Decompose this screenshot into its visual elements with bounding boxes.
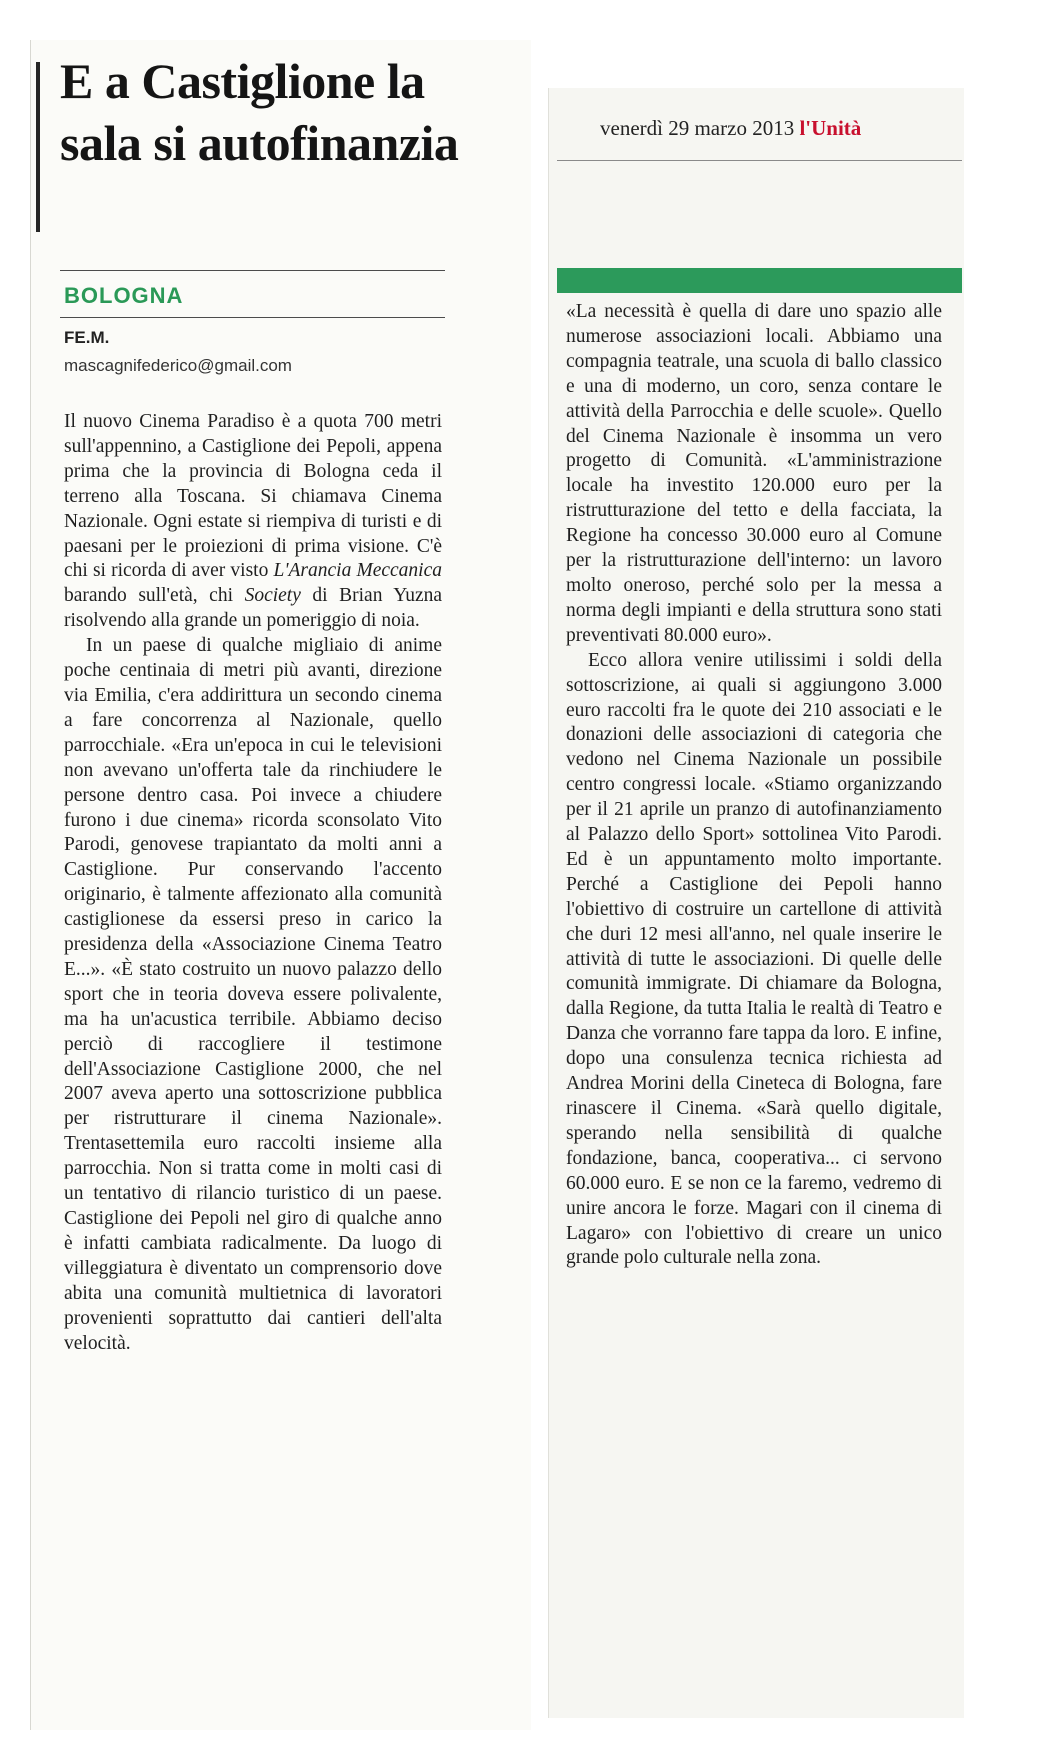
author-email: mascagnifederico@gmail.com — [64, 356, 292, 375]
headline-accent-bar — [36, 62, 40, 232]
headline: E a Castiglione la sala si autofinanzia — [60, 53, 459, 171]
paragraph: «La necessità è quella di dare uno spazio alle numerose associazioni locali. Abbiamo una compagnia teatrale, una scuola di ballo classico e una di moderno, un coro, senza contare le attività della Parrocchia e delle scuole». Quello del Cinema Nazionale è insomma un vero progetto di Comunità. «L'amministrazione locale ha investito 120.000 euro per la ristrutturazione del tetto e della facciata, la Regione ha concesso 30.000 euro al Comune per la ristrutturazione dell'interno: un lavoro molto oneroso, perché solo per la messa a norma degli impianti e della struttura sono stati preventivati 80.000 euro». — [566, 301, 942, 646]
text-run: barando sull'età, chi — [64, 585, 245, 607]
film-title: L'Arancia Meccanica — [273, 560, 442, 582]
dateline — [600, 116, 861, 141]
green-color-bar — [557, 268, 962, 293]
publication-date: venerdì 29 marzo 2013 — [600, 116, 795, 140]
section-label: BOLOGNA — [64, 283, 184, 308]
paragraph: Ecco allora venire utilissimi i soldi della sottoscrizione, ai quali si aggiungono 3.000 euro raccolti fra le quote dei 210 associati e le donazioni delle associazioni di categoria che vedono nel Cinema Nazionale un possibile centro congressi locale. «Stiamo organizzando per il 21 aprile un pranzo di autofinanziamento al Palazzo dello Sport» sottolinea Vito Parodi. Ed è un appuntamento molto importante. Perché a Castiglione dei Pepoli hanno l'obiettivo di costruire un cartellone di attività che duri 12 mesi all'anno, nel quale inserire le attività di tutte le associazioni. Di quelle delle comunità immigrate. Di chiamare da Bologna, dalla Regione, da tutta Italia le realtà di Teatro e Danza che vorranno fare tappa da loro. E infine, dopo una consulenza tecnica richiesta ad Andrea Morini della Cineteca di Bologna, fare rinascere il Cinema. «Sarà quello digitale, sperando nella sensibilità di qualche fondazione, banca, cooperativa... ci servono 60.000 euro. E se non ce la faremo, vedremo di unire ancora le forze. Magari con il cinema di Lagaro» con l'obiettivo di creare un unico grande polo culturale nella zona. — [566, 649, 942, 1269]
text-run: di Brian Yuzna risolvendo alla grande un pomeriggio di noia. — [64, 585, 443, 632]
film-title: Society — [244, 585, 301, 607]
dateline-rule — [557, 160, 962, 161]
article-column-right — [566, 300, 942, 1271]
paragraph: In un paese di qualche migliaio di anime poche centinaia di metri più avanti, direzione via Emilia, c'era addirittura un secondo cinema a fare concorrenza al Nazionale, quello parrocchiale. «Era un'epoca in cui le televisioni non avevano un'offerta tale da rinchiudere le persone dentro casa. Poi invece a chiudere furono i due cinema» ricorda sconsolato Vito Parodi, genovese trapiantato da molti anni a Castiglione. Pur conservando l'accento originario, è talmente affezionato alla comunità castiglionese da essersi preso in carico la presidenza della «Associazione Cinema Teatro E...». «È stato costruito un nuovo palazzo dello sport che in teoria doveva essere polivalente, ma ha un'acustica terribile. Abbiamo deciso perciò di raccogliere il testimone dell'Associazione Castiglione 2000, che nel 2007 aveva aperto una sottoscrizione pubblica per ristrutturare il cinema Nazionale». Trentasettemila euro raccolti insieme alla parrocchia. Non si tratta come in molti casi di un tentativo di rilancio turistico di un paese. Castiglione dei Pepoli nel giro di qualche anno è infatti cambiata radicalmente. Da luogo di villeggiatura è diventato un comprensorio dove abita una comunità multietnica di lavoratori provenienti soprattutto dai cantieri dell'alta velocità. — [64, 635, 442, 1354]
newspaper-name: l'Unità — [799, 116, 862, 140]
byline: FE.M. — [64, 328, 110, 347]
text-run: Il nuovo Cinema Paradiso è a quota 700 metri sull'appennino, a Castiglione dei Pepoli, appena prima che la provincia di Bologna ceda il terreno alla Toscana. Si chiamava Cinema Nazionale. Ogni estate si riempiva di turisti e di paesani per le proiezioni di prima visione. C'è chi si ricorda di aver visto — [64, 411, 442, 582]
article-column-left — [64, 410, 442, 1356]
paragraph — [64, 410, 442, 634]
section-top-rule — [60, 270, 445, 271]
section-bottom-rule — [60, 317, 445, 318]
